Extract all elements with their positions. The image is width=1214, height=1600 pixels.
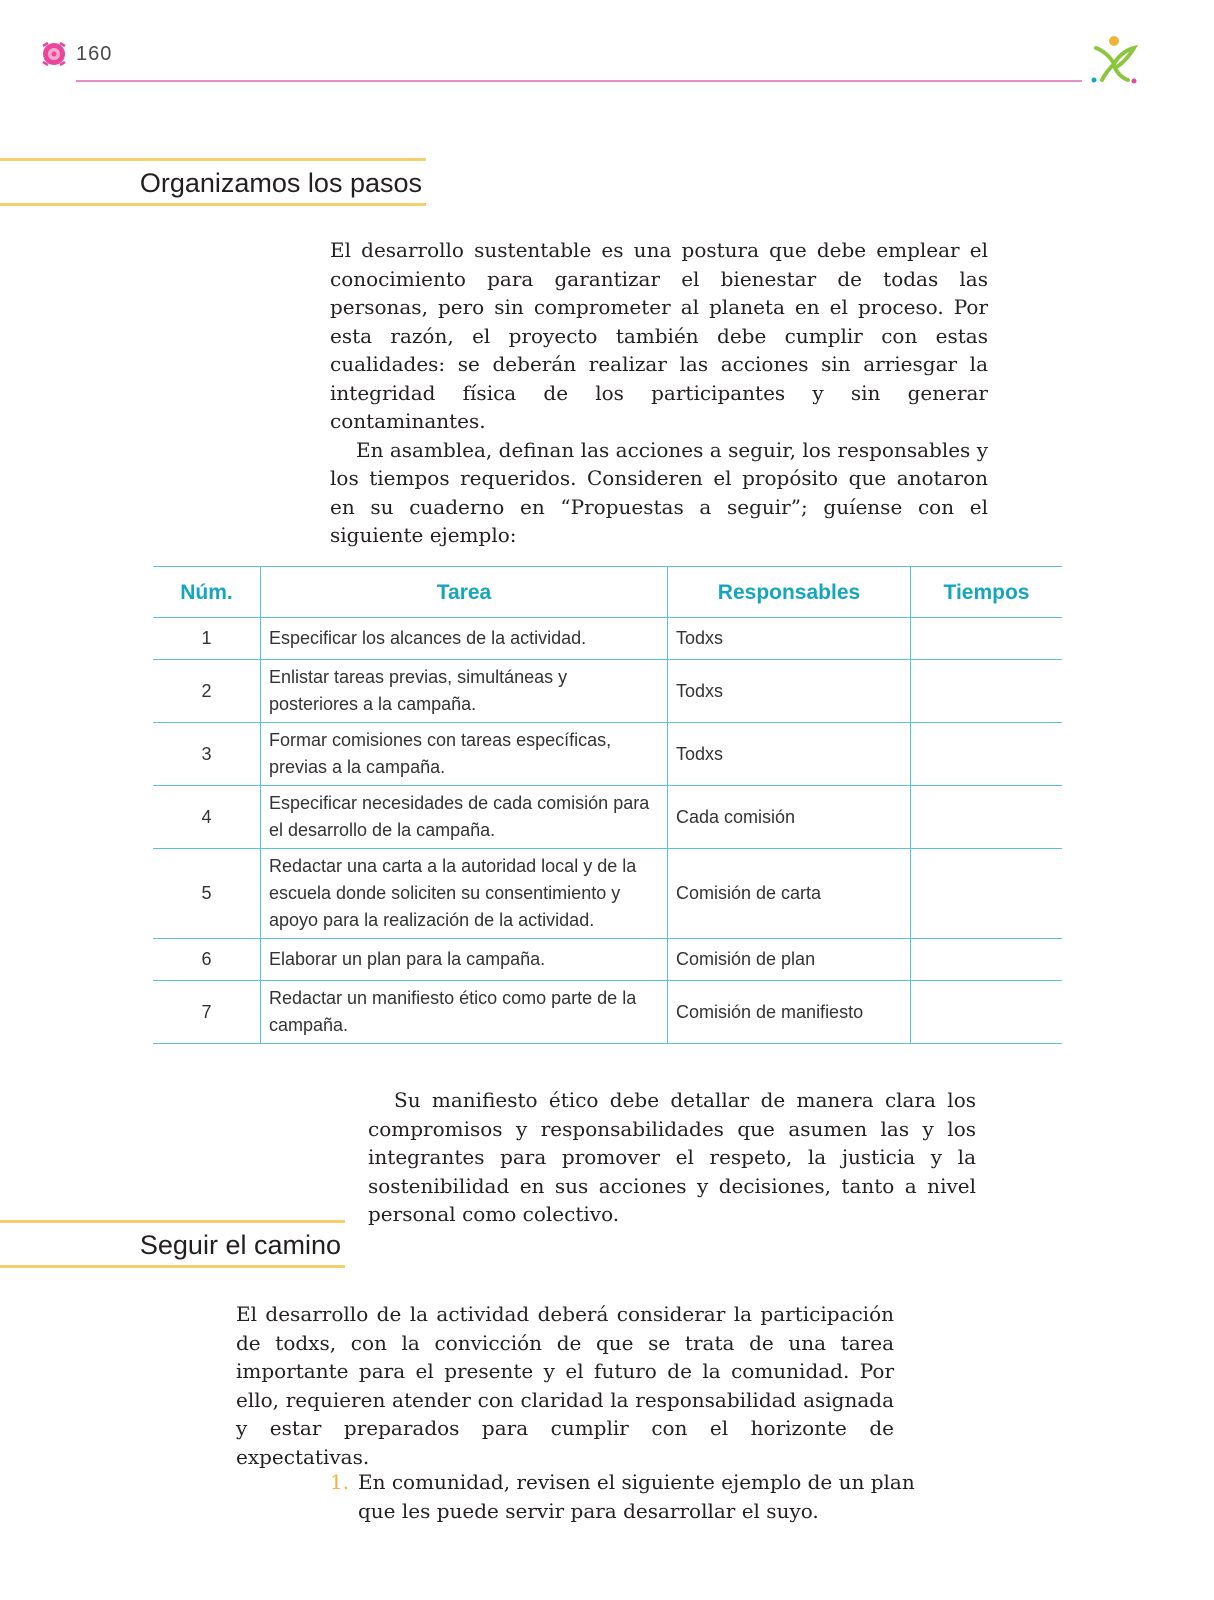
table-header-row [153, 567, 1062, 618]
intro-paragraph-1: El desarrollo sustentable es una postura que debe emplear el conocimiento para garantizar el bienestar de todas las personas, pero sin comprometer al planeta en el proceso. Por esta razón, el proyecto también debe cumplir con estas cualidades: se deberán realizar las acciones sin arriesgar la integridad física de los participantes y sin generar contaminantes. [330, 238, 988, 433]
list-item-number: 1. [330, 1470, 350, 1494]
cell-task: Especificar los alcances de la actividad. [261, 618, 668, 660]
camino-text [236, 1300, 894, 1471]
intro-text [330, 236, 988, 550]
cell-num: 3 [153, 723, 261, 786]
leaf-figure-logo [1088, 34, 1140, 86]
table-row [153, 786, 1062, 849]
cell-time [911, 939, 1063, 981]
list-item-text: En comunidad, revisen el siguiente ejemplo de un plan que les puede servir para desarrollar el suyo. [358, 1470, 915, 1523]
cell-num: 7 [153, 981, 261, 1044]
cell-num: 2 [153, 660, 261, 723]
cell-time [911, 786, 1063, 849]
table-row [153, 618, 1062, 660]
manifiesto-paragraph: Su manifiesto ético debe detallar de manera clara los compromisos y responsabilidades que asumen las y los integrantes para promover el respeto, la justicia y la sostenibilidad en sus acciones y decisiones, tanto a nivel personal como colectivo. [368, 1088, 976, 1226]
cell-task: Redactar una carta a la autoridad local y de la escuela donde soliciten su consentimiento y apoyo para la realización de la actividad. [261, 849, 668, 939]
cell-num: 6 [153, 939, 261, 981]
cell-num: 5 [153, 849, 261, 939]
cell-num: 1 [153, 618, 261, 660]
cell-task: Redactar un manifiesto ético como parte de la campaña. [261, 981, 668, 1044]
cell-num: 4 [153, 786, 261, 849]
table-row [153, 939, 1062, 981]
header-task: Tarea [261, 567, 668, 618]
cell-time [911, 660, 1063, 723]
cell-task: Formar comisiones con tareas específicas, previas a la campaña. [261, 723, 668, 786]
cell-resp: Todxs [668, 723, 911, 786]
header-responsables: Responsables [668, 567, 911, 618]
header-num: Núm. [153, 567, 261, 618]
table-row [153, 981, 1062, 1044]
cell-time [911, 723, 1063, 786]
cell-task: Elaborar un plan para la campaña. [261, 939, 668, 981]
cell-time [911, 849, 1063, 939]
cell-time [911, 981, 1063, 1044]
task-table [153, 566, 1062, 1044]
section-heading-organizamos: Organizamos los pasos [0, 158, 426, 206]
cell-resp: Todxs [668, 618, 911, 660]
cell-task: Enlistar tareas previas, simultáneas y posteriores a la campaña. [261, 660, 668, 723]
header-tiempos: Tiempos [911, 567, 1063, 618]
cell-time [911, 618, 1063, 660]
list-item [330, 1468, 950, 1525]
manifiesto-text [368, 1086, 976, 1229]
camino-paragraph: El desarrollo de la actividad deberá considerar la participación de todxs, con la convicción de que se trata de una tarea importante para el presente y el futuro de la comunidad. Por ello, requieren atender con claridad la responsabilidad asignada y estar preparados para cumplir con el horizonte de expectativas. [236, 1302, 894, 1469]
cell-resp: Cada comisión [668, 786, 911, 849]
cell-resp: Comisión de plan [668, 939, 911, 981]
page-number: 160 [76, 42, 113, 65]
page-header [40, 40, 112, 68]
intro-paragraph-2: En asamblea, definan las acciones a seguir, los responsables y los tiempos requeridos. Consideren el propósito que anotaron en su cuaderno en “Propuestas a seguir”; guíense con el siguiente ejemplo: [330, 437, 988, 547]
table-row [153, 723, 1062, 786]
section-heading-seguir: Seguir el camino [0, 1220, 345, 1268]
pink-ornament-icon [40, 40, 68, 68]
table-row [153, 849, 1062, 939]
cell-resp: Comisión de manifiesto [668, 981, 911, 1044]
cell-task: Especificar necesidades de cada comisión para el desarrollo de la campaña. [261, 786, 668, 849]
table-row [153, 660, 1062, 723]
cell-resp: Comisión de carta [668, 849, 911, 939]
cell-resp: Todxs [668, 660, 911, 723]
header-rule [76, 80, 1082, 82]
